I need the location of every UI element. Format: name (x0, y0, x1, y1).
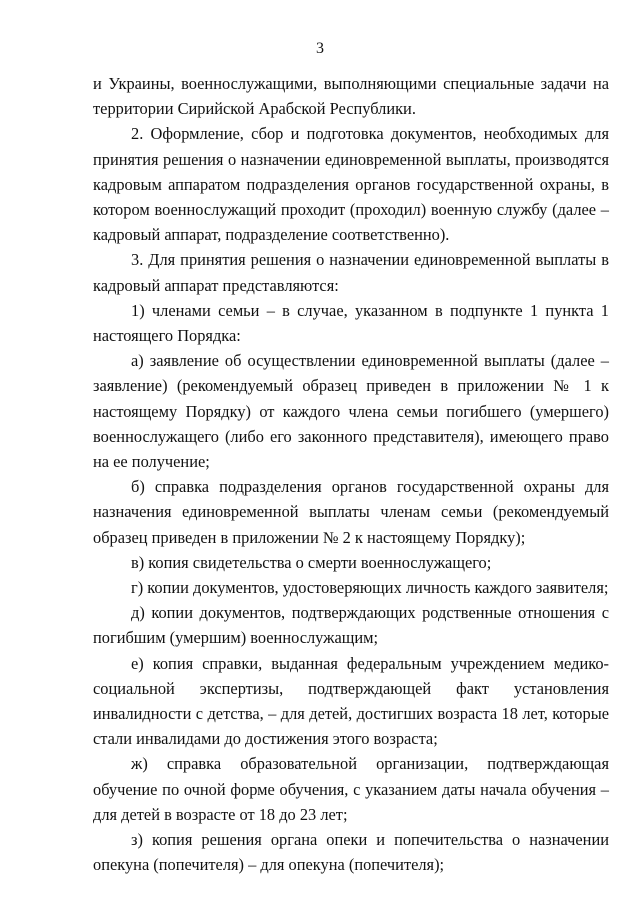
subitem-zh: ж) справка образовательной организации, подтверждающая обучение по очной форме обучения, с указанием даты начала обучения – для детей в возрасте от 18 до 23 лет; (93, 754, 609, 824)
subitem-b: б) справка подразделения органов государственной охраны для назначения единовременной выплаты членам семьи (рекомендуемый образец приведен в приложении № 2 к настоящему Порядку); (93, 477, 609, 547)
subitem-1: 1) членами семьи – в случае, указанном в подпункте 1 пункта 1 настоящего Порядка: (93, 300, 609, 346)
subitem-z: з) копия решения органа опеки и попечительства о назначении опекуна (попечителя) – для опекуна (попечителя); (93, 830, 609, 875)
paragraph-item-2: 2. Оформление, сбор и подготовка документов, необходимых для принятия решения о назначении единовременной выплаты, производятся кадровым аппаратом подразделения органов государственной охраны, в котором военнослужащий проходит (проходил) военную службу (далее – кадровый аппарат, подразделение соответственно). (93, 124, 609, 245)
page-number: 3 (316, 40, 324, 57)
subitem-d: д) копии документов, подтверждающих родственные отношения с погибшим (умершим) военнослужащим; (93, 603, 609, 648)
document-body (93, 71, 609, 878)
subitem-g: г) копии документов, удостоверяющих личность каждого заявителя; (131, 578, 609, 598)
paragraph-continuation: и Украины, военнослужащими, выполняющими специальные задачи на территории Сирийской Арабской Республики. (93, 74, 609, 119)
subitem-e: е) копия справки, выданная федеральным учреждением медико-социальной экспертизы, подтверждающей факт установления инвалидности с детства, – для детей, достигших возраста 18 лет, которые стали инвалидами до достижения этого возраста; (93, 653, 609, 749)
paragraph-item-3: 3. Для принятия решения о назначении единовременной выплаты в кадровый аппарат представляются: (93, 250, 609, 295)
subitem-a: а) заявление об осуществлении единовременной выплаты (далее – заявление) (рекомендуемый образец приведен в приложении № 1 к настоящему Порядку) от каждого члена семьи погибшего (умершего) военнослужащего (либо его законного представителя), имеющего право на ее получение; (93, 351, 609, 472)
subitem-v: в) копия свидетельства о смерти военнослужащего; (131, 552, 492, 572)
